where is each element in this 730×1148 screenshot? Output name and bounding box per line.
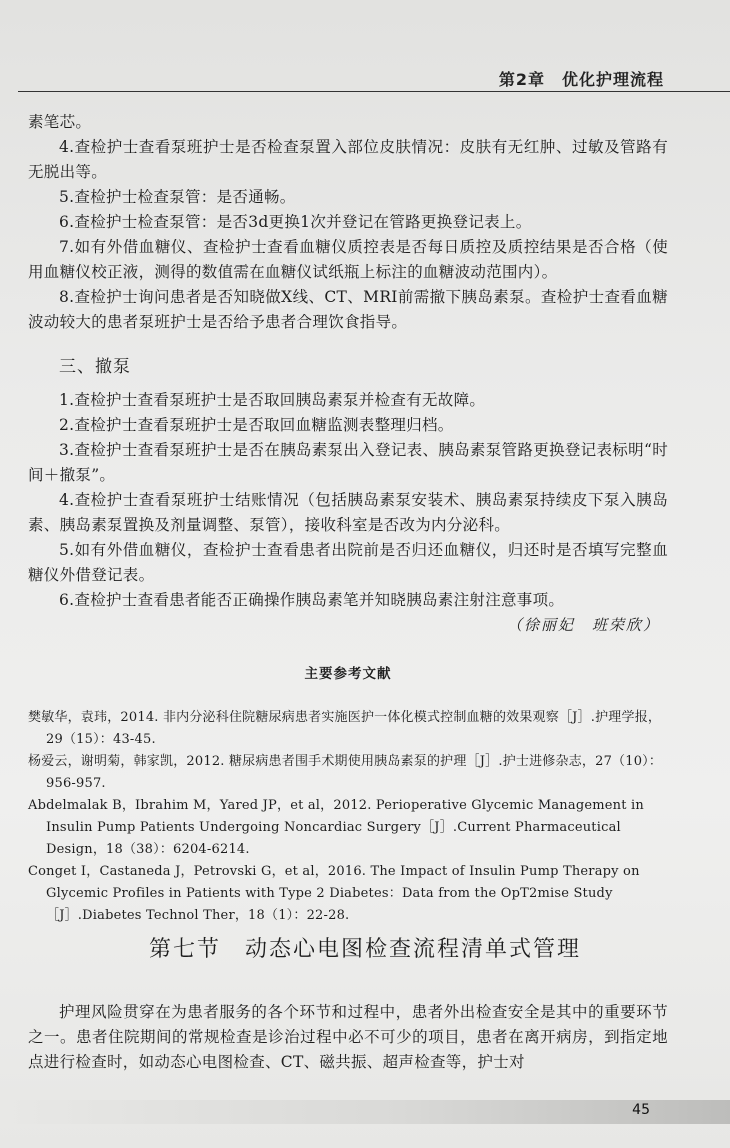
remove-item-4: 4.查检护士查看泵班护士结账情况（包括胰岛素泵安装术、胰岛素泵持续皮下泵入胰岛素、胰岛素泵置换及剂量调整、泵管），接收科室是否改为内分泌科。: [28, 491, 668, 534]
item-7-glucometer-qc: 7.如有外借血糖仪、查检护士查看血糖仪质控表是否每日质控及质控结果是否合格（使用血糖仪校正液，测得的数值需在血糖仪试纸瓶上标注的血糖波动范围内）。: [28, 238, 668, 281]
item-5-tube-patency: 5.查检护士检查泵管：是否通畅。: [59, 188, 296, 206]
reference-item: 杨爱云，谢明菊，韩家凯，2012. 糖尿病患者围手术期使用胰岛素泵的护理［J］.护士进修杂志，27（10）：956-957.: [28, 754, 663, 791]
remove-item-3: 3.查检护士查看泵班护士是否在胰岛素泵出入登记表、胰岛素泵管路更换登记表标明“时间＋撤泵”。: [28, 441, 668, 484]
remove-item-2: 2.查检护士查看泵班护士是否取回血糖监测表整理归档。: [59, 416, 454, 434]
checklist-continuation: [28, 110, 668, 335]
reference-item: 樊敏华，袁玮，2014. 非内分泌科住院糖尿病患者实施医护一体化模式控制血糖的效果观察［J］.护理学报，29（15）：43-45.: [28, 710, 662, 747]
authors-signature: （徐丽妃 班荣欣）: [506, 616, 660, 634]
page-footer-band: [0, 1100, 730, 1124]
remove-item-5: 5.如有外借血糖仪，查检护士查看患者出院前是否归还血糖仪，归还时是否填写完整血糖仪外借登记表。: [28, 541, 668, 584]
references-heading: 主要参考文献: [304, 666, 392, 682]
section-7-intro: [28, 1000, 668, 1075]
page-number: 45: [632, 1102, 650, 1118]
intro-paragraph: 护理风险贯穿在为患者服务的各个环节和过程中，患者外出检查安全是其中的重要环节之一。患者住院期间的常规检查是诊治过程中必不可少的项目，患者在离开病房，到指定地点进行检查时，如动态心电图检查、CT、磁共振、超声检查等，护士对: [28, 1003, 668, 1071]
paragraph-pen-refill: 素笔芯。: [28, 113, 92, 131]
section-heading: 三、撤泵: [59, 357, 131, 377]
remove-item-1: 1.查检护士查看泵班护士是否取回胰岛素泵并检查有无故障。: [59, 391, 486, 409]
section-7-title: 第七节 动态心电图检查流程清单式管理: [148, 937, 581, 962]
references-block: [28, 662, 668, 927]
remove-item-6: 6.查检护士查看患者能否正确操作胰岛素笔并知晓胰岛素注射注意事项。: [59, 591, 565, 609]
item-6-tube-replacement: 6.查检护士检查泵管：是否3d更换1次并登记在管路更换登记表上。: [59, 213, 532, 231]
item-4-skin-check: 4.查检护士查看泵班护士是否检查泵置入部位皮肤情况：皮肤有无红肿、过敏及管路有无脱出等。: [28, 138, 668, 181]
running-header: [18, 65, 730, 92]
section-remove-pump: [28, 355, 668, 638]
reference-item: Conget I，Castaneda J，Petrovski G，et al，2016. The Impact of Insulin Pump Therapy on Glycemic Profiles in Patients with Type 2 Diabetes：Data from the OpT2mise Study［J］.Diabetes Technol Ther，18（1）：22-28.: [28, 864, 640, 923]
item-8-imaging-notice: 8.查检护士询问患者是否知晓做X线、CT、MRI前需撤下胰岛素泵。查检护士查看血糖波动较大的患者泵班护士是否给予患者合理饮食指导。: [28, 288, 668, 331]
chapter-title: 第2章 优化护理流程: [498, 70, 664, 89]
reference-item: Abdelmalak B，Ibrahim M，Yared JP，et al，2012. Perioperative Glycemic Management in Insulin Pump Patients Undergoing Noncardiac Surgery［J］.Current Pharmaceutical Design，18（38）：6204-6214.: [28, 798, 644, 857]
